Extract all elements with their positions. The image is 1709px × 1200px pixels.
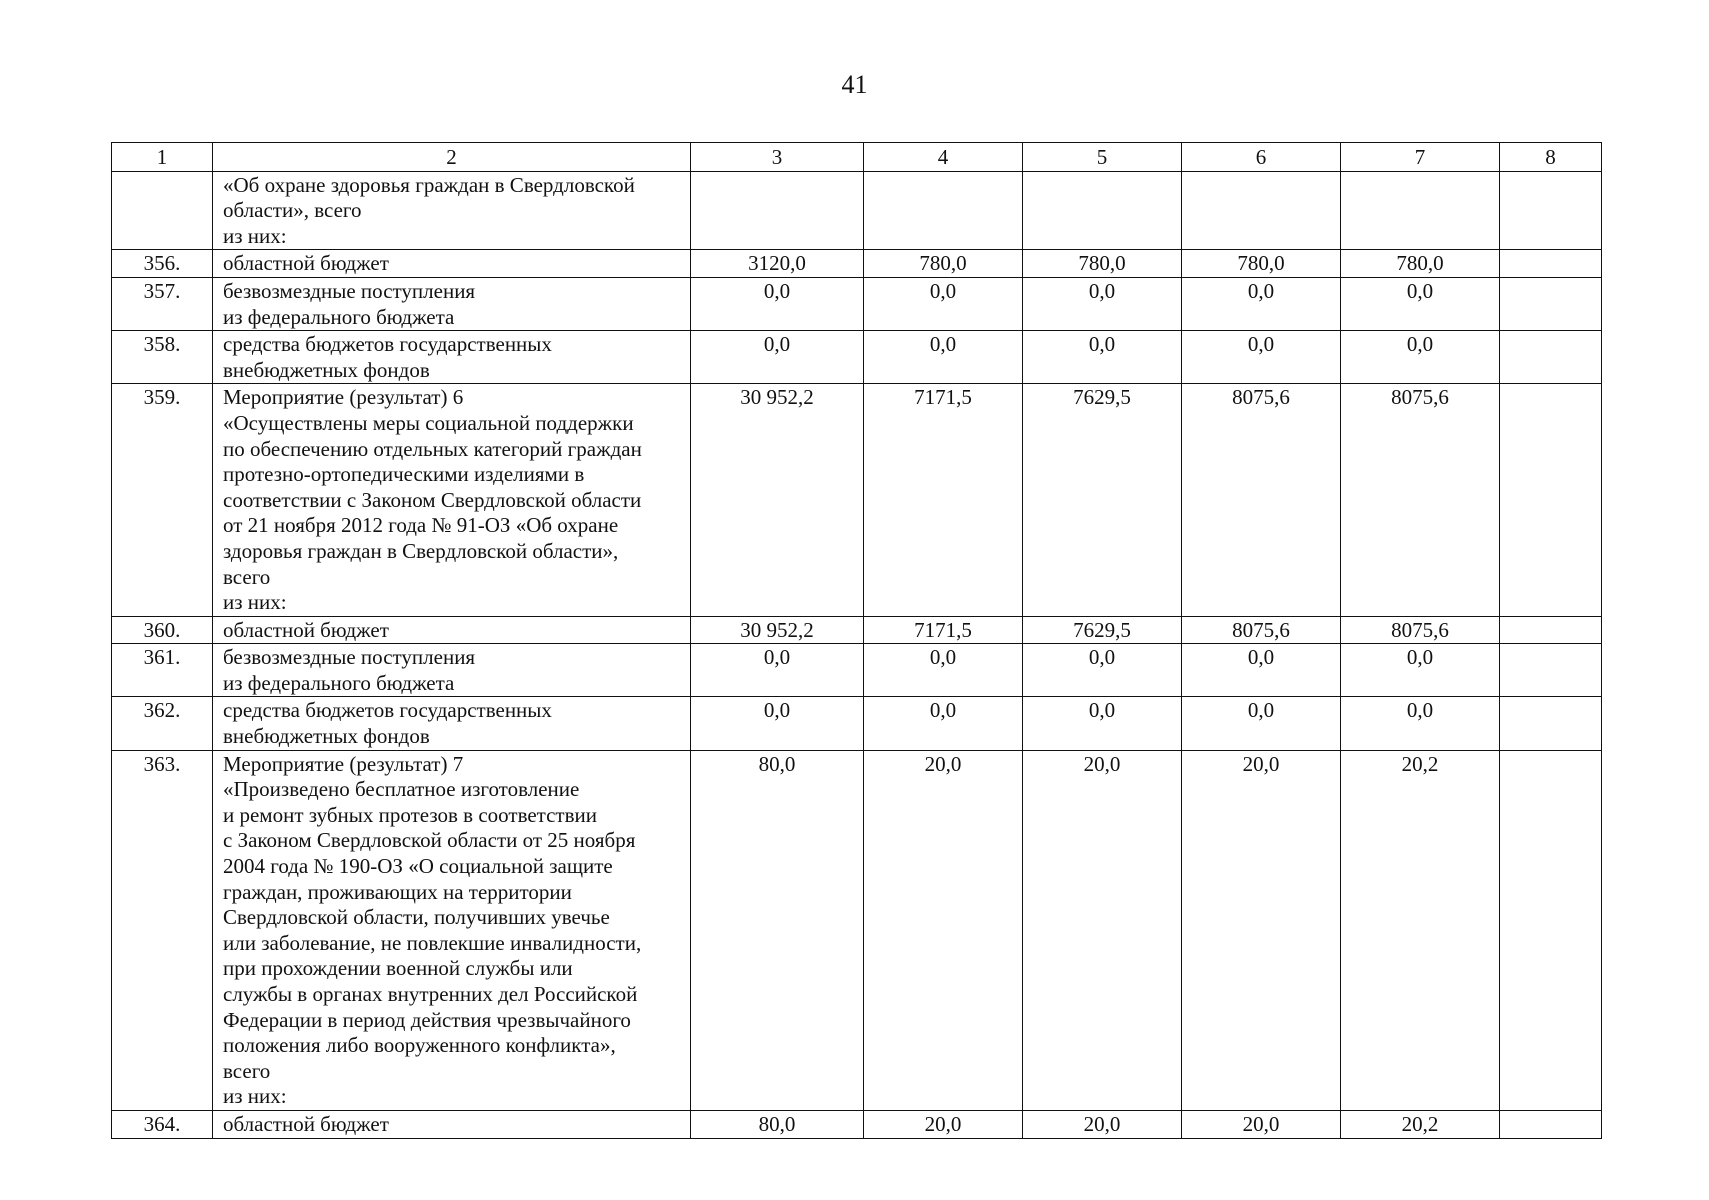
value-cell-col4 (864, 171, 1023, 250)
value-cell-col8 (1500, 697, 1602, 750)
value-cell-col6: 0,0 (1182, 644, 1341, 697)
value-cell-col4: 7171,5 (864, 384, 1023, 616)
value-cell-col6: 8075,6 (1182, 384, 1341, 616)
row-number-cell: 357. (112, 277, 213, 330)
table-row (112, 384, 1602, 616)
value-cell-col5: 7629,5 (1023, 616, 1182, 644)
value-cell-col8 (1500, 616, 1602, 644)
value-cell-col6: 20,0 (1182, 750, 1341, 1110)
table-row (112, 250, 1602, 278)
value-cell-col4: 7171,5 (864, 616, 1023, 644)
budget-table (111, 142, 1602, 1139)
column-header: 8 (1500, 143, 1602, 172)
value-cell-col6: 8075,6 (1182, 616, 1341, 644)
value-cell-col7: 780,0 (1341, 250, 1500, 278)
page-number: 41 (841, 70, 868, 99)
column-header: 5 (1023, 143, 1182, 172)
value-cell-col4: 20,0 (864, 1110, 1023, 1138)
row-number-cell: 363. (112, 750, 213, 1110)
value-cell-col3 (691, 171, 864, 250)
value-cell-col7: 8075,6 (1341, 384, 1500, 616)
row-description-cell: областной бюджет (213, 1110, 691, 1138)
value-cell-col7: 0,0 (1341, 277, 1500, 330)
value-cell-col7: 20,2 (1341, 750, 1500, 1110)
value-cell-col8 (1500, 644, 1602, 697)
value-cell-col4: 0,0 (864, 331, 1023, 384)
value-cell-col4: 0,0 (864, 644, 1023, 697)
value-cell-col5: 20,0 (1023, 750, 1182, 1110)
value-cell-col5: 0,0 (1023, 697, 1182, 750)
value-cell-col5: 0,0 (1023, 277, 1182, 330)
row-description-cell: безвозмездные поступления из федерального бюджета (213, 644, 691, 697)
value-cell-col6: 20,0 (1182, 1110, 1341, 1138)
column-header: 7 (1341, 143, 1500, 172)
value-cell-col4: 0,0 (864, 277, 1023, 330)
column-header: 2 (213, 143, 691, 172)
value-cell-col5: 0,0 (1023, 644, 1182, 697)
value-cell-col6: 780,0 (1182, 250, 1341, 278)
table-row (112, 1110, 1602, 1138)
row-description-cell: областной бюджет (213, 250, 691, 278)
value-cell-col4: 0,0 (864, 697, 1023, 750)
value-cell-col8 (1500, 250, 1602, 278)
row-number-cell: 359. (112, 384, 213, 616)
value-cell-col5: 0,0 (1023, 331, 1182, 384)
column-header: 1 (112, 143, 213, 172)
row-number-cell: 358. (112, 331, 213, 384)
value-cell-col7: 0,0 (1341, 644, 1500, 697)
value-cell-col6: 0,0 (1182, 697, 1341, 750)
row-number-cell: 364. (112, 1110, 213, 1138)
row-description-cell: «Об охране здоровья граждан в Свердловской области», всего из них: (213, 171, 691, 250)
table-body (112, 171, 1602, 1138)
table-row (112, 331, 1602, 384)
value-cell-col4: 20,0 (864, 750, 1023, 1110)
column-header-row (112, 143, 1602, 172)
value-cell-col3: 80,0 (691, 750, 864, 1110)
value-cell-col5: 20,0 (1023, 1110, 1182, 1138)
value-cell-col7: 8075,6 (1341, 616, 1500, 644)
value-cell-col4: 780,0 (864, 250, 1023, 278)
row-number-cell: 361. (112, 644, 213, 697)
value-cell-col3: 0,0 (691, 277, 864, 330)
value-cell-col3: 3120,0 (691, 250, 864, 278)
value-cell-col3: 0,0 (691, 331, 864, 384)
row-description-cell: средства бюджетов государственных внебюджетных фондов (213, 697, 691, 750)
value-cell-col6: 0,0 (1182, 277, 1341, 330)
column-header: 6 (1182, 143, 1341, 172)
value-cell-col7: 20,2 (1341, 1110, 1500, 1138)
value-cell-col5: 780,0 (1023, 250, 1182, 278)
value-cell-col5: 7629,5 (1023, 384, 1182, 616)
row-number-cell (112, 171, 213, 250)
table-row (112, 171, 1602, 250)
value-cell-col7: 0,0 (1341, 331, 1500, 384)
value-cell-col7 (1341, 171, 1500, 250)
row-description-cell: средства бюджетов государственных внебюджетных фондов (213, 331, 691, 384)
row-number-cell: 362. (112, 697, 213, 750)
value-cell-col3: 80,0 (691, 1110, 864, 1138)
row-number-cell: 356. (112, 250, 213, 278)
value-cell-col7: 0,0 (1341, 697, 1500, 750)
row-description-cell: безвозмездные поступления из федерального бюджета (213, 277, 691, 330)
row-description-cell: Мероприятие (результат) 7 «Произведено бесплатное изготовление и ремонт зубных протезов в соответствии с Законом Свердловской области от 25 ноября 2004 года № 190-ОЗ «О социальной защите граждан, проживающих на территории Свердловской области, получивших увечье или заболевание, не повлекшие инвалидности, при прохождении военной службы или службы в органах внутренних дел Российской Федерации в период действия чрезвычайного положения либо вооруженного конфликта», всего из них: (213, 750, 691, 1110)
row-description-cell: Мероприятие (результат) 6 «Осуществлены меры социальной поддержки по обеспечению отдельных категорий граждан протезно-ортопедическими изделиями в соответствии с Законом Свердловской области от 21 ноября 2012 года № 91-ОЗ «Об охране здоровья граждан в Свердловской области», всего из них: (213, 384, 691, 616)
table-row (112, 750, 1602, 1110)
column-header: 3 (691, 143, 864, 172)
value-cell-col8 (1500, 171, 1602, 250)
value-cell-col6: 0,0 (1182, 331, 1341, 384)
value-cell-col8 (1500, 384, 1602, 616)
column-header: 4 (864, 143, 1023, 172)
value-cell-col3: 30 952,2 (691, 616, 864, 644)
value-cell-col8 (1500, 277, 1602, 330)
row-description-cell: областной бюджет (213, 616, 691, 644)
table-row (112, 697, 1602, 750)
table-row (112, 616, 1602, 644)
table-row (112, 644, 1602, 697)
value-cell-col8 (1500, 1110, 1602, 1138)
value-cell-col3: 30 952,2 (691, 384, 864, 616)
value-cell-col8 (1500, 331, 1602, 384)
value-cell-col5 (1023, 171, 1182, 250)
table-row (112, 277, 1602, 330)
value-cell-col3: 0,0 (691, 697, 864, 750)
row-number-cell: 360. (112, 616, 213, 644)
value-cell-col3: 0,0 (691, 644, 864, 697)
value-cell-col8 (1500, 750, 1602, 1110)
value-cell-col6 (1182, 171, 1341, 250)
